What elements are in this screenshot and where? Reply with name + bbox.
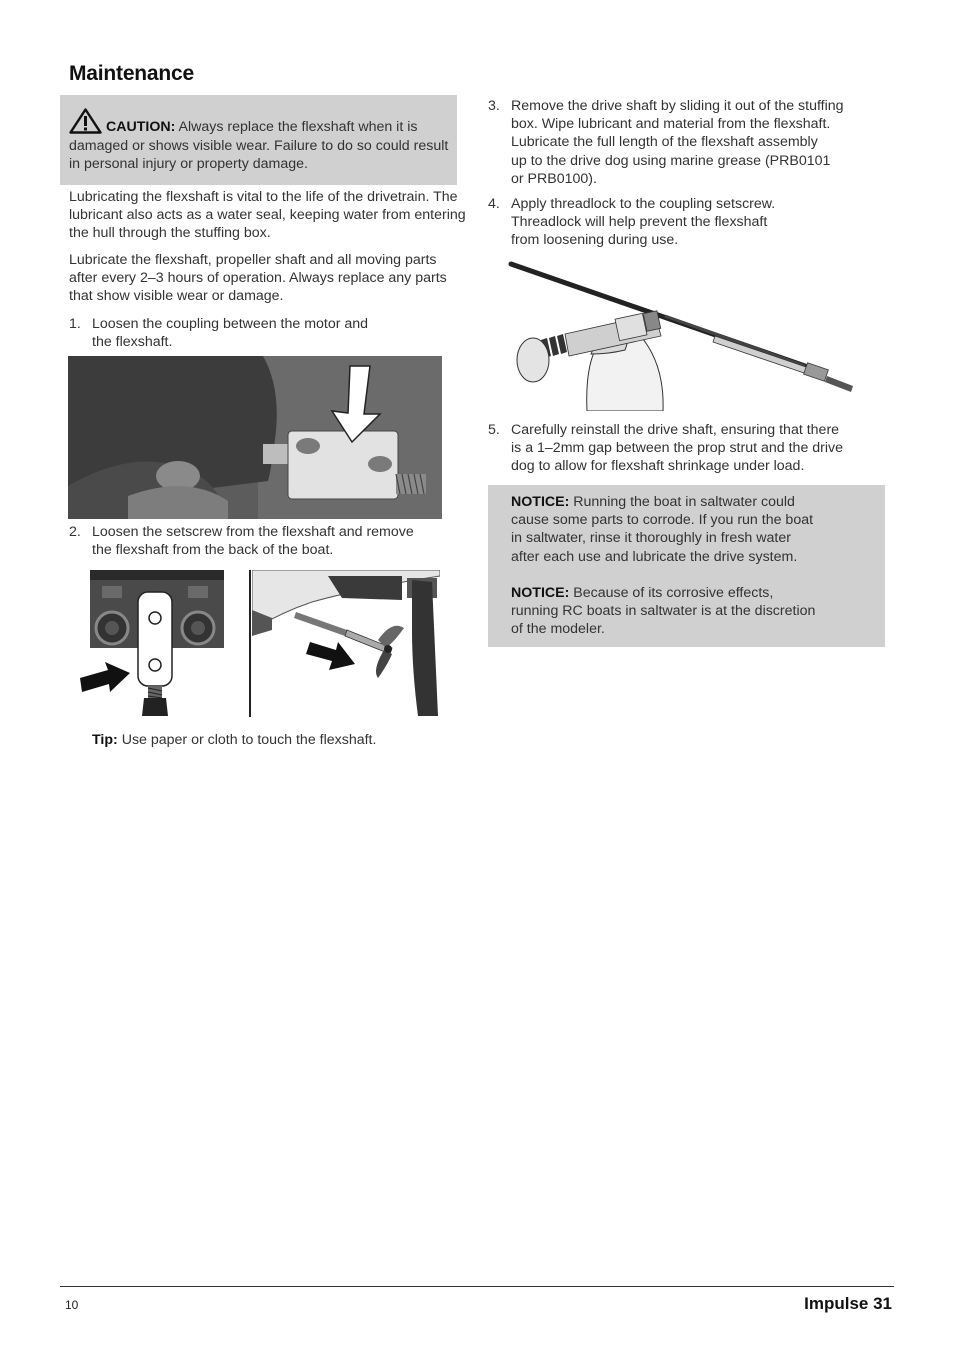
caution-label: CAUTION: <box>106 119 176 135</box>
setscrew-illustration <box>78 570 228 718</box>
intro-paragraph-1: Lubricating the flexshaft is vital to the life of the drivetrain. The lubricant also acts as a water seal, keeping water from entering the hull through the stuffing box. <box>69 189 466 242</box>
notice-line: in saltwater, rinse it thoroughly in fresh water <box>511 530 791 547</box>
step-3-number: 3. <box>488 98 500 114</box>
step-5-line: Carefully reinstall the drive shaft, ensuring that there <box>511 422 840 438</box>
notice-label: NOTICE: <box>511 585 570 601</box>
illustration-divider <box>249 570 251 717</box>
product-name: Impulse 31 <box>804 1294 892 1313</box>
page-number: 10 <box>65 1298 79 1312</box>
tip-label: Tip: <box>92 732 118 748</box>
notice-line: after each use and lubricate the drive system. <box>511 548 798 565</box>
step-1-text <box>92 315 462 351</box>
step-3-line: Lubricate the full length of the flexshaft assembly <box>511 134 818 151</box>
footer-divider <box>60 1286 894 1287</box>
step-2-text <box>92 523 467 559</box>
step-2-line: Loosen the setscrew from the flexshaft and remove <box>92 524 414 540</box>
step-3-line: or PRB0100). <box>511 170 597 187</box>
step-5-text <box>511 421 896 476</box>
notice-line: Running the boat in saltwater could <box>573 494 795 510</box>
step-4-text <box>511 195 891 250</box>
notice-line: of the modeler. <box>511 621 605 638</box>
step-3-text <box>511 97 896 188</box>
step-4-line: Threadlock will help prevent the flexshaft <box>511 214 768 231</box>
notice-2 <box>511 584 876 639</box>
step-2-line: the flexshaft from the back of the boat. <box>92 542 334 559</box>
intro-paragraph-2: Lubricate the flexshaft, propeller shaft and all moving parts after every 2–3 hours of operation. Always replace any parts that show visible wear or damage. <box>69 252 447 305</box>
step-3-line: Remove the drive shaft by sliding it out of the stuffing <box>511 98 844 114</box>
step-2-number: 2. <box>69 524 81 540</box>
tip <box>92 731 376 749</box>
step-5-number: 5. <box>488 422 500 438</box>
step-1-number: 1. <box>69 316 81 332</box>
step-4-line: Apply threadlock to the coupling setscrew. <box>511 196 776 212</box>
step-1-line: the flexshaft. <box>92 334 173 351</box>
step-4-number: 4. <box>488 196 500 212</box>
coupling-photo <box>68 356 442 519</box>
tip-text: Use paper or cloth to touch the flexshaft. <box>121 732 377 748</box>
step-3-line: box. Wipe lubricant and material from the flexshaft. <box>511 116 831 133</box>
step-5-line: dog to allow for flexshaft shrinkage under load. <box>511 458 805 475</box>
caution-body: Always replace the flexshaft when it is damaged or shows visible wear. Failure to do so could result in personal injury or property damage. <box>69 119 449 172</box>
step-4-line: from loosening during use. <box>511 232 679 249</box>
notice-line: running RC boats in saltwater is at the discretion <box>511 603 816 620</box>
propeller-illustration <box>252 570 440 718</box>
flexshaft-illustration <box>505 258 860 411</box>
step-3-line: up to the drive dog using marine grease (PRB0101 <box>511 152 831 169</box>
caution-message <box>69 108 457 174</box>
notice-1 <box>511 493 876 566</box>
warning-triangle-icon <box>69 108 102 134</box>
notice-line: Because of its corrosive effects, <box>573 585 774 601</box>
step-5-line: is a 1–2mm gap between the prop strut and the drive <box>511 440 844 457</box>
step-1-line: Loosen the coupling between the motor and <box>92 316 369 332</box>
notice-label: NOTICE: <box>511 494 570 510</box>
page-title: Maintenance <box>69 62 194 85</box>
notice-line: cause some parts to corrode. If you run the boat <box>511 512 814 529</box>
